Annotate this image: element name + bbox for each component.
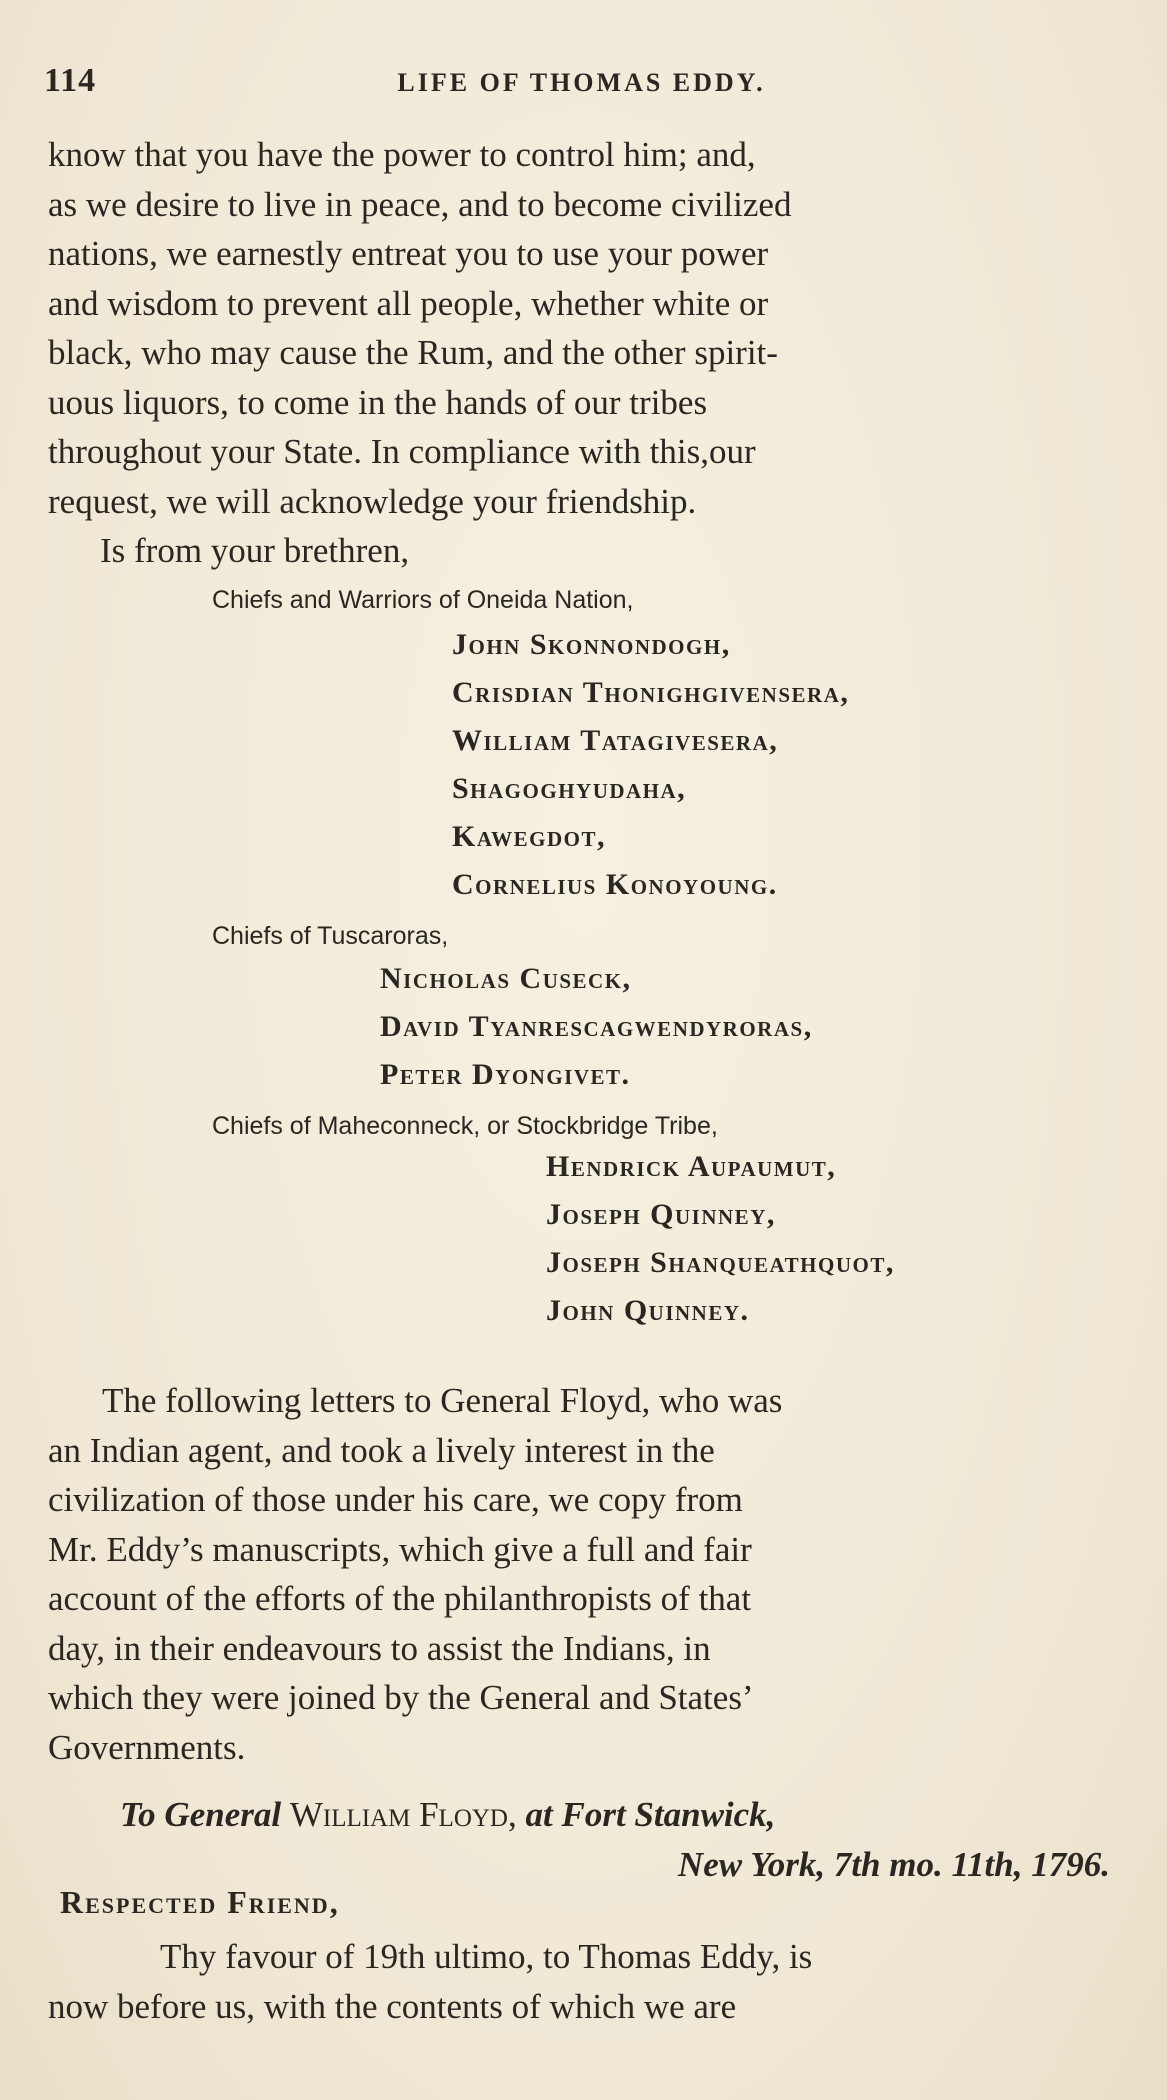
text-line: nations, we earnestly entreat you to use your power bbox=[48, 234, 769, 273]
text-line: civilization of those under his care, we copy from bbox=[48, 1480, 743, 1519]
signatory-name: John Quinney. bbox=[546, 1294, 750, 1327]
signatory-name: Peter Dyongivet. bbox=[380, 1058, 631, 1091]
group-label-oneida: Chiefs and Warriors of Oneida Nation, bbox=[212, 586, 634, 614]
page-number: 114 bbox=[44, 62, 97, 99]
closing-line: Is from your brethren, bbox=[100, 531, 410, 570]
text-line: Mr. Eddy’s manuscripts, which give a full and fair bbox=[48, 1529, 752, 1569]
text-line: as we desire to live in peace, and to become civilized bbox=[48, 184, 792, 224]
letter-body bbox=[48, 1932, 1106, 2031]
signatory-name: David Tyanrescagwendyroras, bbox=[380, 1010, 813, 1043]
text-line: day, in their endeavours to assist the Indians, in bbox=[48, 1628, 711, 1668]
text-line: account of the efforts of the philanthropists of that bbox=[48, 1579, 752, 1618]
address-line-2 bbox=[120, 1840, 1110, 1890]
signatory-name: Cornelius Konoyoung. bbox=[452, 868, 778, 901]
text-line: throughout your State. In compliance with this,our bbox=[48, 432, 756, 471]
text-line: The following letters to General Floyd, who was bbox=[102, 1381, 783, 1420]
text-line: Governments. bbox=[48, 1727, 246, 1767]
paragraph-letters-intro bbox=[48, 1376, 1106, 1772]
text-line: which they were joined by the General and States’ bbox=[48, 1678, 754, 1717]
text-line: request, we will acknowledge your friendship. bbox=[48, 481, 697, 521]
group-label-tuscarora: Chiefs of Tuscaroras, bbox=[212, 922, 449, 950]
addressee-name: William Floyd, bbox=[289, 1795, 517, 1834]
address-line-1 bbox=[120, 1790, 1110, 1840]
paragraph-petition-end bbox=[48, 130, 1106, 576]
text-line: black, who may cause the Rum, and the other spirit- bbox=[48, 333, 778, 372]
letter-address bbox=[120, 1790, 1110, 1890]
signatory-name: William Tatagivesera, bbox=[452, 724, 779, 757]
signatory-name: Kawegdot, bbox=[452, 820, 607, 853]
letter-salutation: Respected Friend, bbox=[60, 1884, 340, 1920]
text-line: and wisdom to prevent all people, whether white or bbox=[48, 283, 769, 323]
letter-date: 7th mo. 11th, 1796. bbox=[833, 1845, 1110, 1884]
text-line: uous liquors, to come in the hands of our tribes bbox=[48, 382, 708, 422]
running-title: LIFE OF THOMAS EDDY. bbox=[397, 68, 766, 97]
address-location: at Fort Stanwick, bbox=[525, 1795, 776, 1834]
signatory-name: Joseph Shanqueathquot, bbox=[546, 1246, 895, 1279]
text-line: now before us, with the contents of which we are bbox=[48, 1986, 737, 2026]
address-to: To General bbox=[120, 1795, 282, 1834]
signatory-name: Joseph Quinney, bbox=[546, 1198, 776, 1231]
signatory-name: Nicholas Cuseck, bbox=[380, 962, 632, 995]
text-line: know that you have the power to control him; and, bbox=[48, 135, 756, 174]
text-line: an Indian agent, and took a lively interest in the bbox=[48, 1430, 715, 1470]
text-line: Thy favour of 19th ultimo, to Thomas Eddy, is bbox=[160, 1937, 813, 1976]
signatory-name: John Skonnondogh, bbox=[452, 628, 731, 661]
signatory-name: Hendrick Aupaumut, bbox=[546, 1150, 837, 1183]
signatory-name: Shagoghyudaha, bbox=[452, 772, 687, 805]
address-place: New York, bbox=[677, 1845, 826, 1884]
group-label-stockbridge: Chiefs of Maheconneck, or Stockbridge Tribe, bbox=[212, 1112, 718, 1140]
page-header bbox=[44, 62, 1119, 102]
signatory-name: Crisdian Thonighgivensera, bbox=[452, 676, 850, 709]
